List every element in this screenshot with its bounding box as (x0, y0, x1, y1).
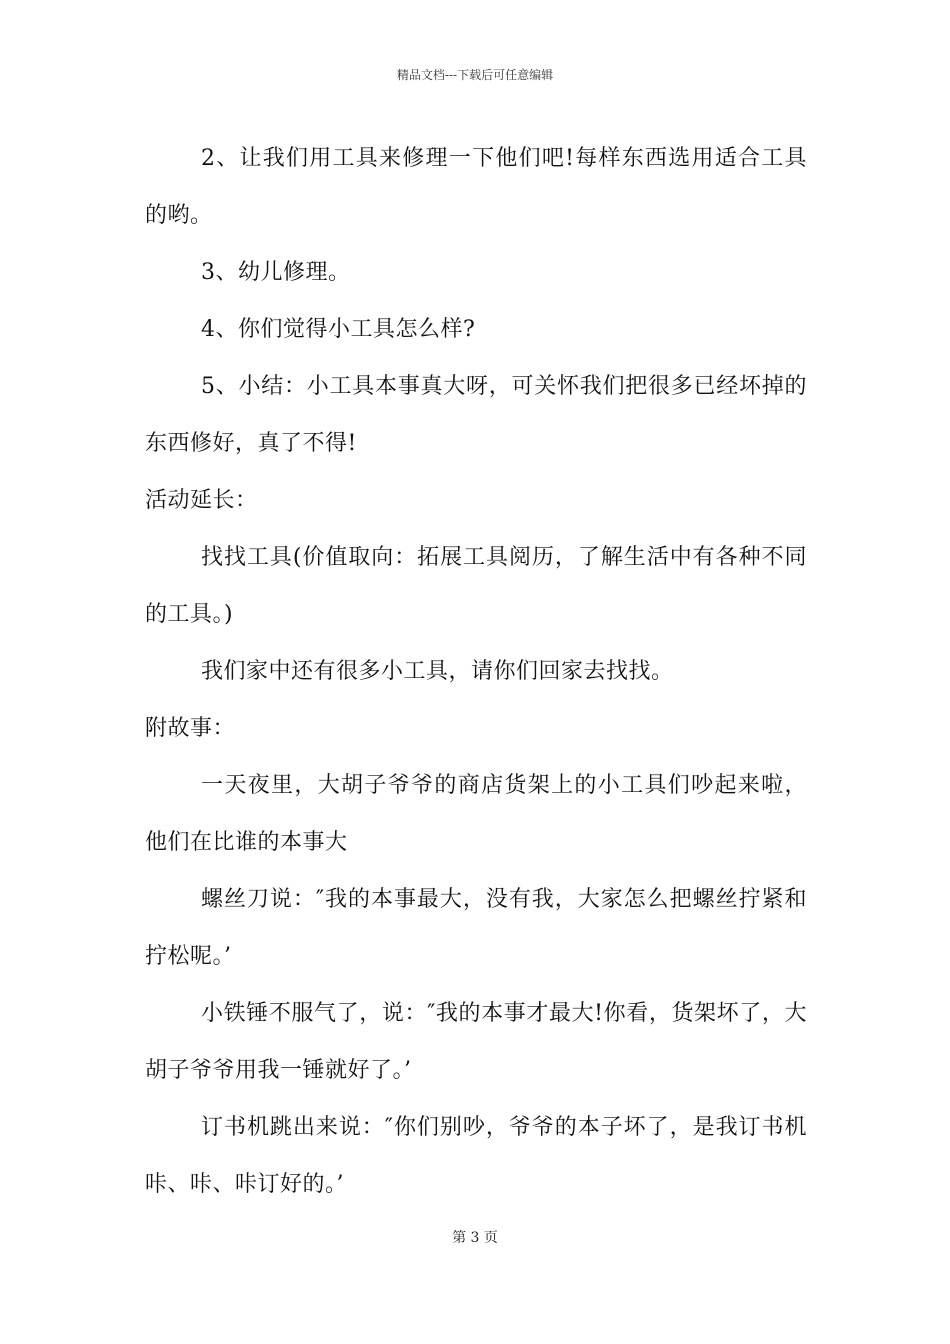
paragraph-story-intro: 一天夜里，大胡子爷爷的商店货架上的小工具们吵起来啦，他们在比谁的本事大 (145, 773, 807, 855)
paragraph-step-4: 4、你们觉得小工具怎么样? (201, 317, 476, 342)
section-heading-activity-extension: 活动延长： (145, 488, 258, 513)
page-header: 精品文档---下载后可任意编辑 (396, 68, 554, 82)
paragraph-find-tools: 找找工具(价值取向：拓展工具阅历，了解生活中有各种不同的工具。) (145, 545, 807, 627)
paragraph-stapler: 订书机跳出来说：″你们别吵，爷爷的本子坏了，是我订书机咔、咔、咔订好的。’ (145, 1115, 807, 1197)
document-body (145, 130, 807, 1213)
paragraph-home-tools: 我们家中还有很多小工具，请你们回家去找找。 (201, 659, 674, 684)
section-heading-story: 附故事： (145, 716, 236, 741)
paragraph-screwdriver: 螺丝刀说：″我的本事最大，没有我，大家怎么把螺丝拧紧和拧松呢。’ (145, 887, 807, 969)
paragraph-step-3: 3、幼儿修理。 (201, 260, 351, 285)
paragraph-hammer: 小铁锤不服气了，说：″我的本事才最大!你看，货架坏了，大胡子爷爷用我一锤就好了。’ (145, 1001, 807, 1083)
paragraph-step-2: 2、让我们用工具来修理一下他们吧!每样东西选用适合工具的哟。 (145, 146, 807, 228)
paragraph-step-5-summary: 5、小结：小工具本事真大呀，可关怀我们把很多已经坏掉的东西修好，真了不得! (145, 374, 807, 456)
page-number: 第 3 页 (452, 1230, 498, 1246)
